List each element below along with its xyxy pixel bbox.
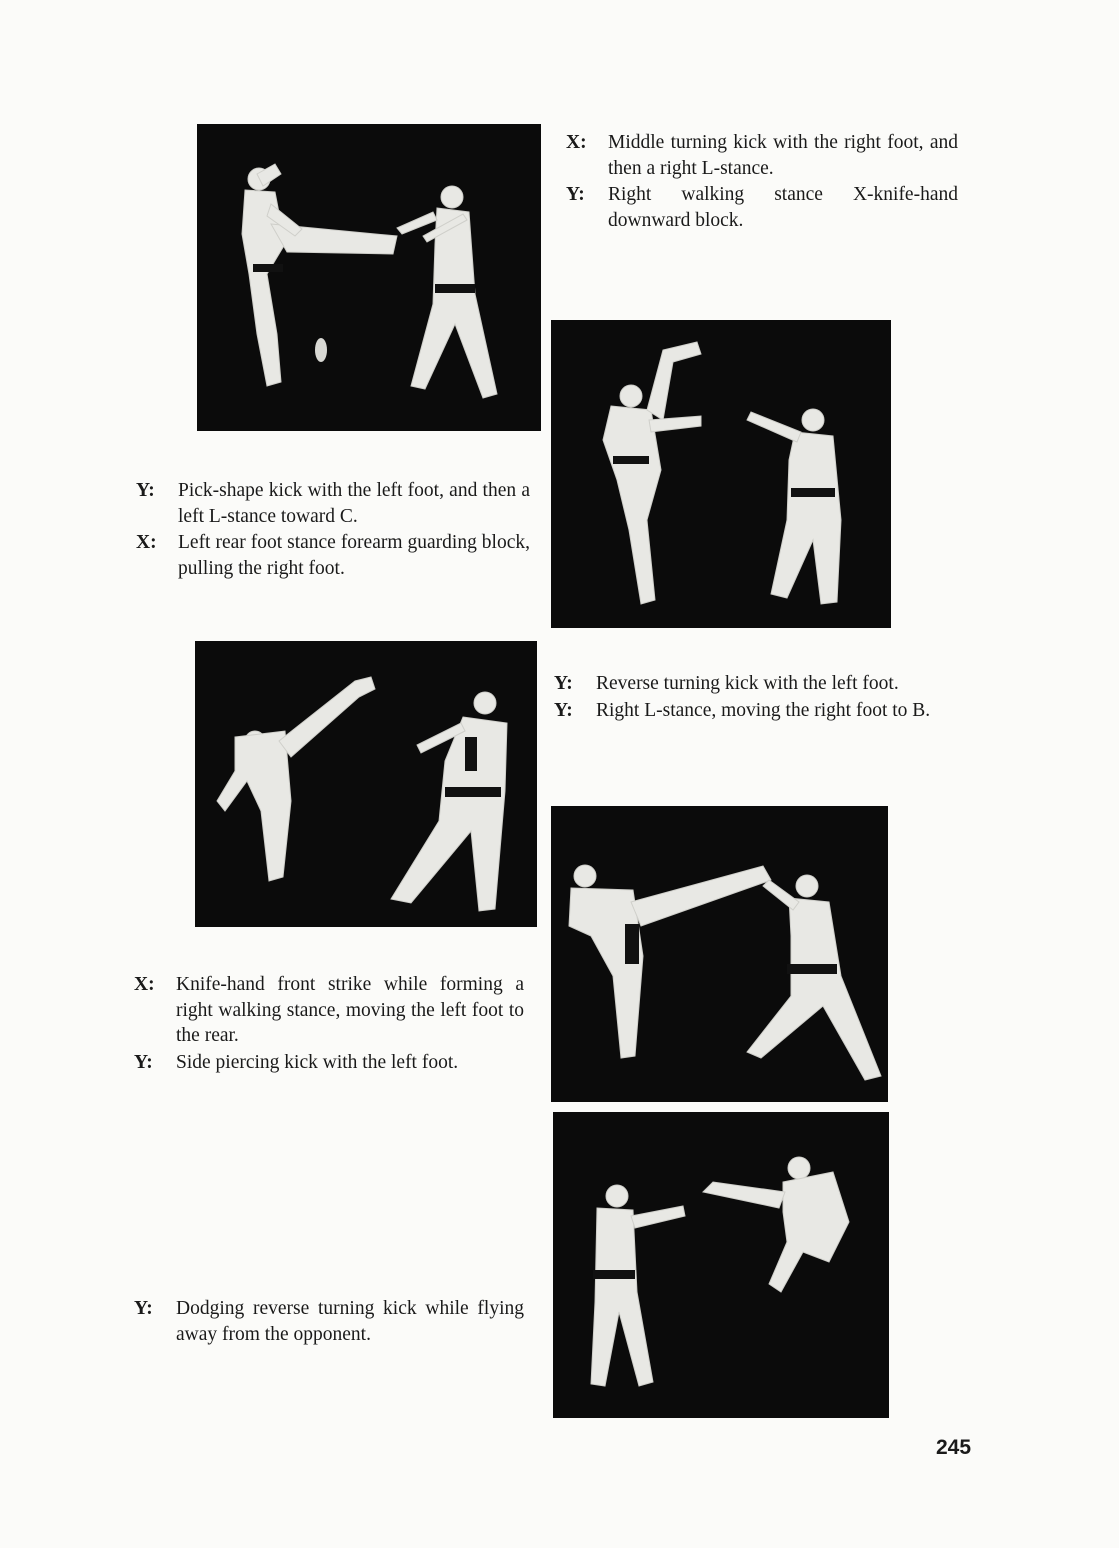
- photo-1-figures: [197, 124, 541, 431]
- caption-5: [134, 1296, 524, 1348]
- caption-text: Dodging reverse turning kick while flying away from the opponent.: [176, 1298, 524, 1345]
- caption-line: [566, 130, 958, 181]
- caption-text: Right walking stance X-knife-hand downward block.: [608, 184, 958, 231]
- caption-line: [134, 1050, 524, 1076]
- photo-side-piercing-kick: [551, 806, 888, 1102]
- caption-text: Left rear foot stance forearm guarding block, pulling the right foot.: [178, 532, 530, 579]
- caption-line: [136, 478, 530, 529]
- caption-line: [566, 182, 958, 233]
- photo-turning-kick: [197, 124, 541, 431]
- photo-5-figures: [553, 1112, 889, 1418]
- caption-text: Side piercing kick with the left foot.: [176, 1051, 459, 1073]
- photo-2-figures: [551, 320, 891, 628]
- speaker-label: X:: [134, 974, 155, 995]
- caption-line: [134, 1296, 524, 1347]
- speaker-label: X:: [566, 132, 587, 153]
- speaker-label: Y:: [136, 480, 155, 501]
- caption-line: [554, 698, 946, 724]
- caption-line: [136, 530, 530, 581]
- caption-text: Pick-shape kick with the left foot, and then a left L-stance toward C.: [178, 480, 530, 527]
- caption-1: [566, 130, 958, 234]
- caption-line: [134, 972, 524, 1049]
- caption-4: [134, 972, 524, 1076]
- speaker-label: Y:: [554, 699, 573, 721]
- speaker-label: Y:: [134, 1298, 153, 1319]
- caption-line: [554, 671, 946, 697]
- caption-text: Middle turning kick with the right foot, and then a right L-stance.: [608, 132, 958, 179]
- photo-pick-shape-kick: [551, 320, 891, 628]
- speaker-label: Y:: [134, 1051, 153, 1073]
- caption-2: [136, 478, 530, 582]
- photo-4-figures: [551, 806, 888, 1102]
- caption-3: [554, 671, 946, 724]
- photo-3-figures: [195, 641, 537, 927]
- caption-text: Knife-hand front strike while forming a right walking stance, moving the left foot to the rear.: [176, 974, 524, 1046]
- caption-text: Right L-stance, moving the right foot to B.: [596, 699, 931, 721]
- speaker-label: Y:: [566, 184, 585, 205]
- speaker-label: X:: [136, 532, 157, 553]
- photo-reverse-turning-kick: [195, 641, 537, 927]
- speaker-label: Y:: [554, 673, 573, 694]
- page-number: 245: [936, 1436, 972, 1459]
- photo-flying-reverse-turning-kick: [553, 1112, 889, 1418]
- caption-text: Reverse turning kick with the left foot.: [596, 673, 899, 694]
